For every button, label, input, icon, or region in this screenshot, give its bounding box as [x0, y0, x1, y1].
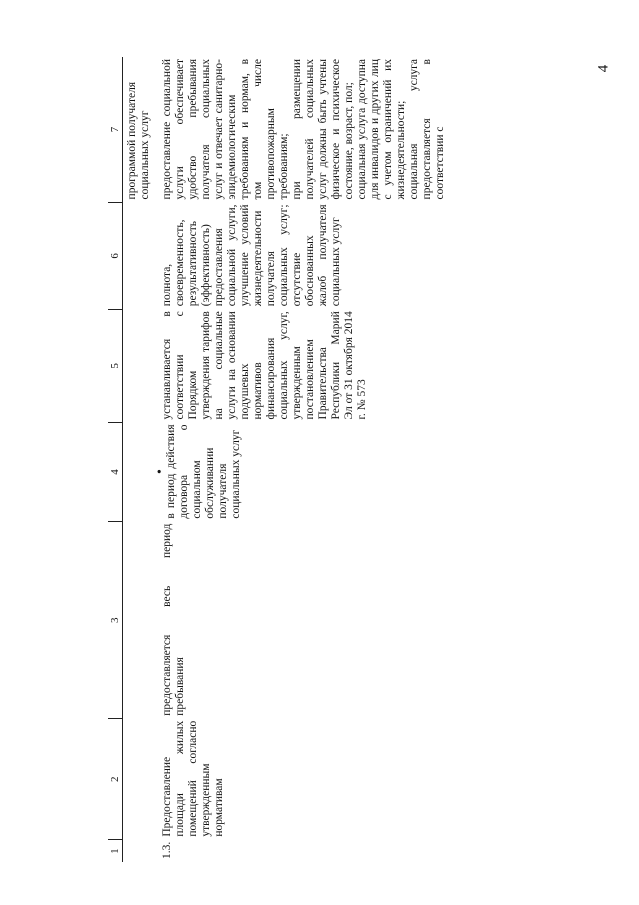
condition-item: социальная услуга доступна для инвалидов и других лиц с учетом ограничений их жизнедеятельности;: [356, 59, 407, 200]
page-number: 4: [595, 64, 612, 73]
header-cell-5: 5: [108, 309, 123, 422]
condition-item: предоставление социальной услуги обеспечивает удобство пребывания получателя социальных услуг и отвечает санитарно-эпидемиологическим требованиям и нормам, в том числе противопожарным требованиям;: [161, 59, 290, 200]
header-cell-2: 2: [108, 719, 123, 840]
header-cell-3: 3: [108, 522, 123, 719]
service-duration-cell: [153, 422, 551, 521]
table-header-row: [108, 57, 123, 862]
service-conditions: [158, 57, 551, 202]
header-cell-1: 1: [108, 840, 123, 862]
table-row: [158, 57, 551, 862]
service-quality: полнота, своевременность, результативность (эффективность) предоставления социальной услуги, улучшение условий жизнедеятельности получателя социальных услуг; отсутствие обоснованных жалоб получателя социальных услуг: [161, 204, 342, 307]
service-duration: в период действия договора о социальном обслуживании получателя социальных услуг: [165, 424, 242, 519]
condition-item: социальная услуга предоставляется в соответствии с: [408, 59, 446, 200]
service-name: Предоставление площади жилых помещений согласно утвержденным нормативам: [161, 720, 225, 837]
bullet-mark: •: [153, 469, 168, 474]
header-cell-4: 4: [108, 422, 123, 521]
condition-item: при размещении получателей социальных услуг должны быть учтены физическое и психическое состояние, возраст, пол;: [291, 59, 355, 200]
service-tariff: устанавливается в соответствии с Порядком утверждения тарифов на социальные услуги на основании подушевых нормативов финансирования социальных услуг, утвержденным постановлением Правительства Республики Марий Эл от 31 октября 2014 г. № 573: [161, 311, 368, 420]
header-cell-6: 6: [108, 202, 123, 309]
service-period: предоставляется весь период пребывания: [161, 523, 186, 716]
rotated-table-container: [108, 57, 560, 862]
carryover-text: программой получателя социальных услуг: [126, 81, 151, 200]
header-cell-7: 7: [108, 57, 123, 202]
row-number: 1.3.: [161, 841, 173, 859]
carryover-row: [123, 57, 159, 862]
services-table: [108, 57, 551, 862]
